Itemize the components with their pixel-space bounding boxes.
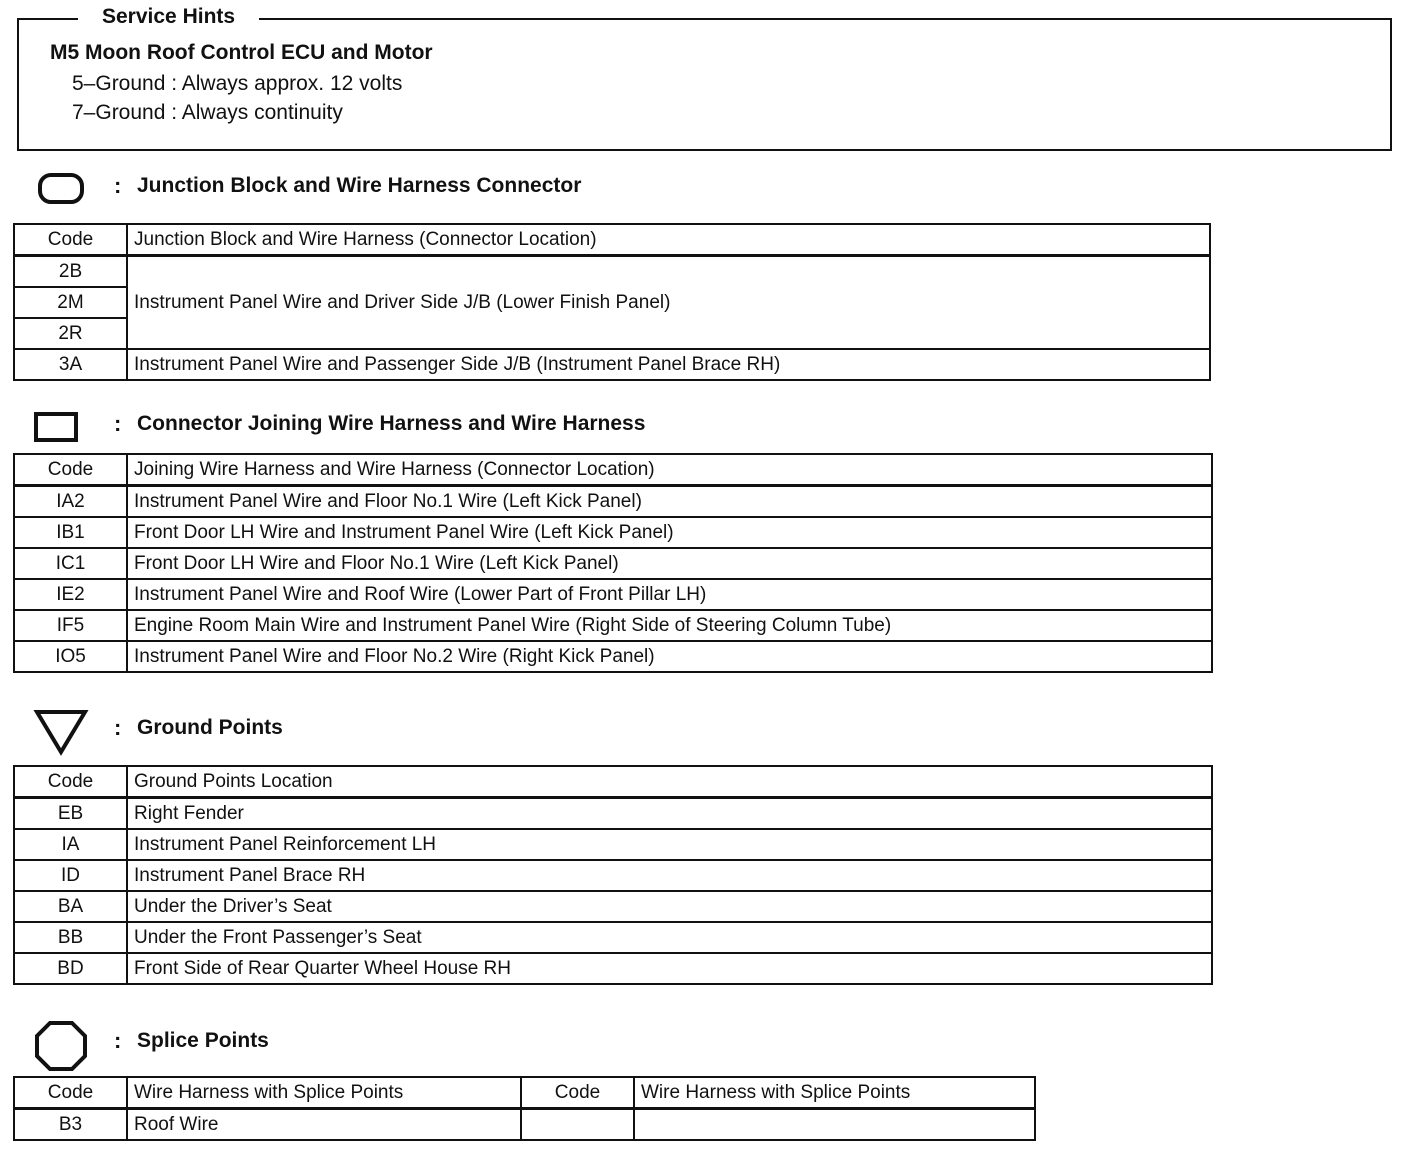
table-row	[14, 641, 1212, 672]
table-row	[14, 349, 1210, 380]
section-colon: :	[114, 1028, 122, 1053]
code-cell: IC1	[14, 548, 127, 579]
location-header: Junction Block and Wire Harness (Connector Location)	[127, 224, 1210, 256]
location-cell: Instrument Panel Wire and Floor No.2 Wire (Right Kick Panel)	[127, 641, 1212, 672]
table-row	[14, 610, 1212, 641]
code-cell: IF5	[14, 610, 127, 641]
octagon-icon	[33, 1019, 89, 1073]
location-cell: Front Door LH Wire and Floor No.1 Wire (Left Kick Panel)	[127, 548, 1212, 579]
table-header-row	[14, 1077, 1035, 1109]
wire-harness-header: Wire Harness with Splice Points	[634, 1077, 1035, 1109]
table-row	[14, 256, 1210, 288]
code-cell: BB	[14, 922, 127, 953]
code-cell: 2R	[14, 318, 127, 349]
location-cell: Instrument Panel Wire and Passenger Side J/B (Instrument Panel Brace RH)	[127, 349, 1210, 380]
wire-harness-cell: Roof Wire	[127, 1109, 521, 1141]
location-cell: Under the Front Passenger’s Seat	[127, 922, 1212, 953]
triangle-down-icon	[33, 708, 91, 758]
table-row	[14, 860, 1212, 891]
location-cell: Front Door LH Wire and Instrument Panel Wire (Left Kick Panel)	[127, 517, 1212, 548]
ground-section-title: Ground Points	[137, 716, 283, 739]
code-cell: IA2	[14, 486, 127, 518]
table-row	[14, 1109, 1035, 1141]
code-cell: 2M	[14, 287, 127, 318]
code-header: Code	[14, 1077, 127, 1109]
splice-section-title: Splice Points	[137, 1029, 269, 1052]
code-cell: ID	[14, 860, 127, 891]
code-header: Code	[521, 1077, 634, 1109]
table-header-row	[14, 454, 1212, 486]
location-cell: Instrument Panel Brace RH	[127, 860, 1212, 891]
service-hint-line: 5–Ground : Always approx. 12 volts	[72, 72, 403, 95]
location-cell: Instrument Panel Wire and Floor No.1 Wire (Left Kick Panel)	[127, 486, 1212, 518]
location-cell: Instrument Panel Wire and Driver Side J/B (Lower Finish Panel)	[127, 256, 1210, 350]
location-cell: Instrument Panel Wire and Roof Wire (Lower Part of Front Pillar LH)	[127, 579, 1212, 610]
table-row	[14, 798, 1212, 830]
code-cell: IE2	[14, 579, 127, 610]
table-row	[14, 953, 1212, 984]
wire-harness-header: Wire Harness with Splice Points	[127, 1077, 521, 1109]
table-row	[14, 922, 1212, 953]
table-header-row	[14, 224, 1210, 256]
table-header-row	[14, 766, 1212, 798]
code-cell	[521, 1109, 634, 1141]
code-cell: BA	[14, 891, 127, 922]
code-cell: IA	[14, 829, 127, 860]
code-cell: IB1	[14, 517, 127, 548]
rounded-rectangle-icon	[36, 171, 88, 207]
location-header: Ground Points Location	[127, 766, 1212, 798]
table-row	[14, 486, 1212, 518]
code-cell: B3	[14, 1109, 127, 1141]
service-hint-heading: M5 Moon Roof Control ECU and Motor	[50, 41, 433, 64]
location-cell: Right Fender	[127, 798, 1212, 830]
code-header: Code	[14, 224, 127, 256]
service-hints-title: Service Hints	[78, 5, 259, 29]
ground-table	[13, 765, 1213, 985]
table-row	[14, 517, 1212, 548]
junction-section-title: Junction Block and Wire Harness Connector	[137, 174, 582, 197]
location-header: Joining Wire Harness and Wire Harness (Connector Location)	[127, 454, 1212, 486]
wire-harness-cell	[634, 1109, 1035, 1141]
rectangle-icon	[32, 410, 82, 444]
connector-section-title: Connector Joining Wire Harness and Wire Harness	[137, 412, 646, 435]
code-header: Code	[14, 454, 127, 486]
code-header: Code	[14, 766, 127, 798]
location-cell: Front Side of Rear Quarter Wheel House RH	[127, 953, 1212, 984]
code-cell: IO5	[14, 641, 127, 672]
code-cell: 2B	[14, 256, 127, 288]
table-row	[14, 548, 1212, 579]
table-row	[14, 579, 1212, 610]
location-cell: Engine Room Main Wire and Instrument Panel Wire (Right Side of Steering Column Tube)	[127, 610, 1212, 641]
location-cell: Under the Driver’s Seat	[127, 891, 1212, 922]
table-row	[14, 891, 1212, 922]
service-hint-line: 7–Ground : Always continuity	[72, 101, 343, 124]
junction-table	[13, 223, 1211, 381]
section-colon: :	[114, 173, 122, 198]
table-row	[14, 829, 1212, 860]
section-colon: :	[114, 411, 122, 436]
code-cell: EB	[14, 798, 127, 830]
splice-table	[13, 1076, 1036, 1141]
section-colon: :	[114, 715, 122, 740]
code-cell: BD	[14, 953, 127, 984]
code-cell: 3A	[14, 349, 127, 380]
connector-table	[13, 453, 1213, 673]
location-cell: Instrument Panel Reinforcement LH	[127, 829, 1212, 860]
